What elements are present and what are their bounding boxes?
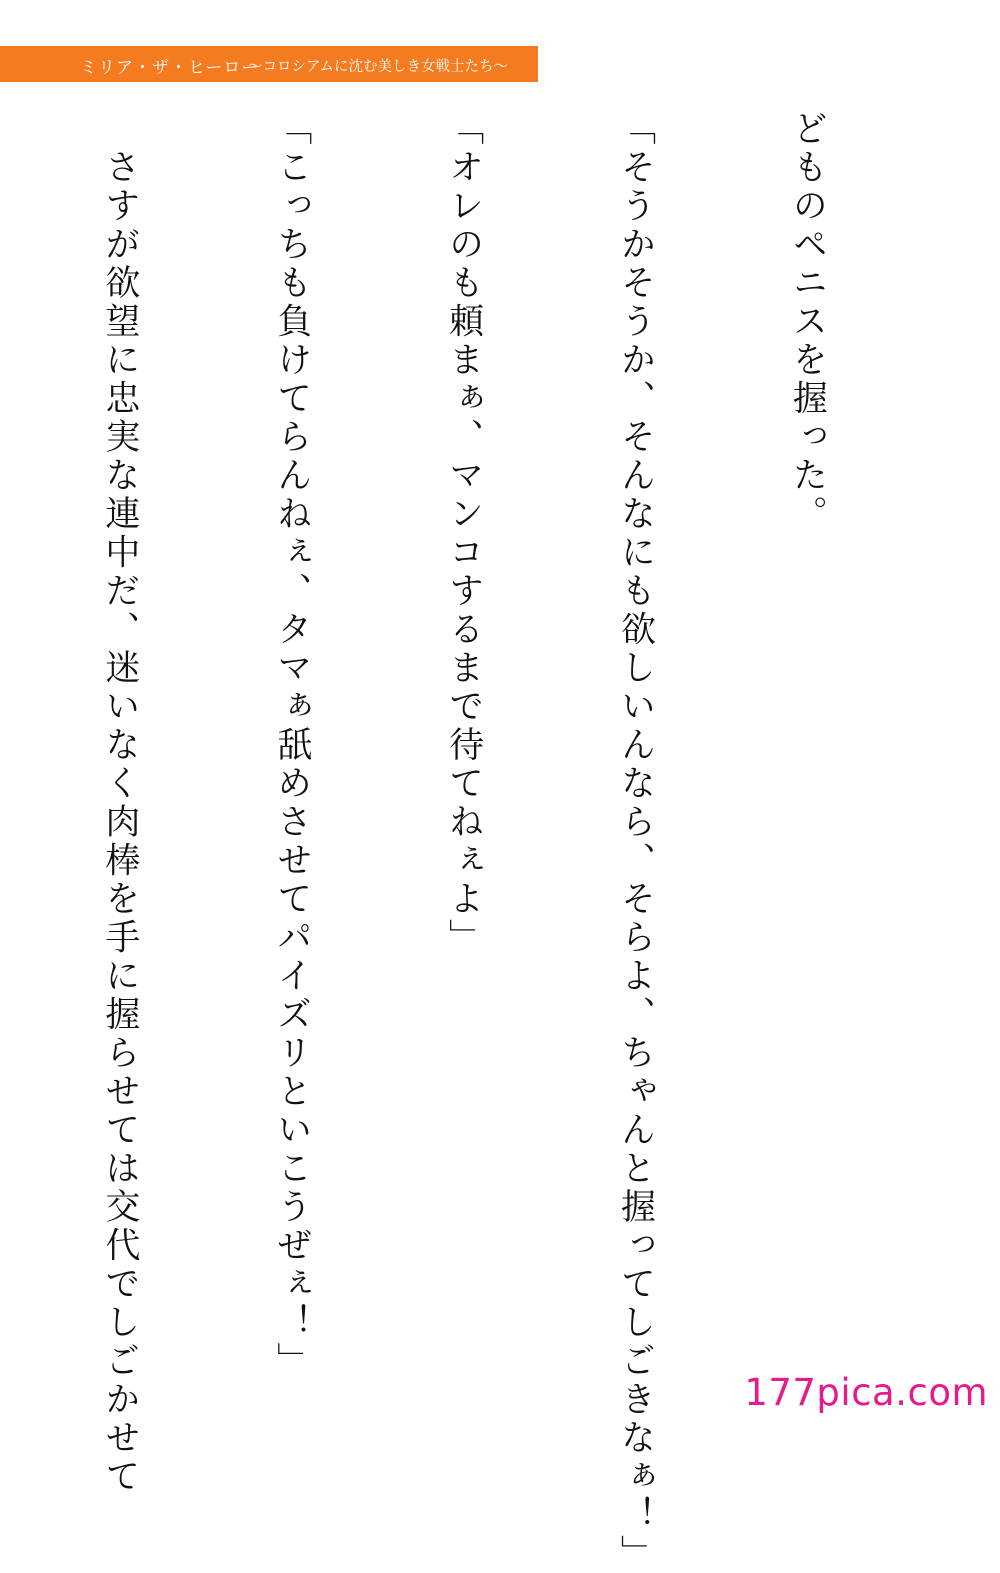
text-line: さすが欲望に忠実な連中だ、迷いなく肉棒を手に握らせては交代でしごかせて <box>99 110 140 1496</box>
watermark: 177pica.com <box>744 1371 988 1414</box>
header-title: ミリア・ザ・ヒーロー <box>80 58 260 78</box>
text-line: どものペニスを握った。 <box>787 110 828 534</box>
header-subtitle: 〜コロシアムに沈む美しき女戦士たち〜 <box>248 59 508 75</box>
running-header <box>0 46 538 82</box>
text-line: 「こっちも負けてらんねぇ、タマぁ舐めさせてパイズリといこうぜぇ！」 <box>271 110 312 1381</box>
text-line: 「そうかそうか、そんなにも欲しいんなら、そらよ、ちゃんと握ってしごきなぁ！」 <box>615 110 656 1573</box>
text-line: 「オレのも頼まぁ、マンコするまで待てねぇよ」 <box>443 110 484 957</box>
